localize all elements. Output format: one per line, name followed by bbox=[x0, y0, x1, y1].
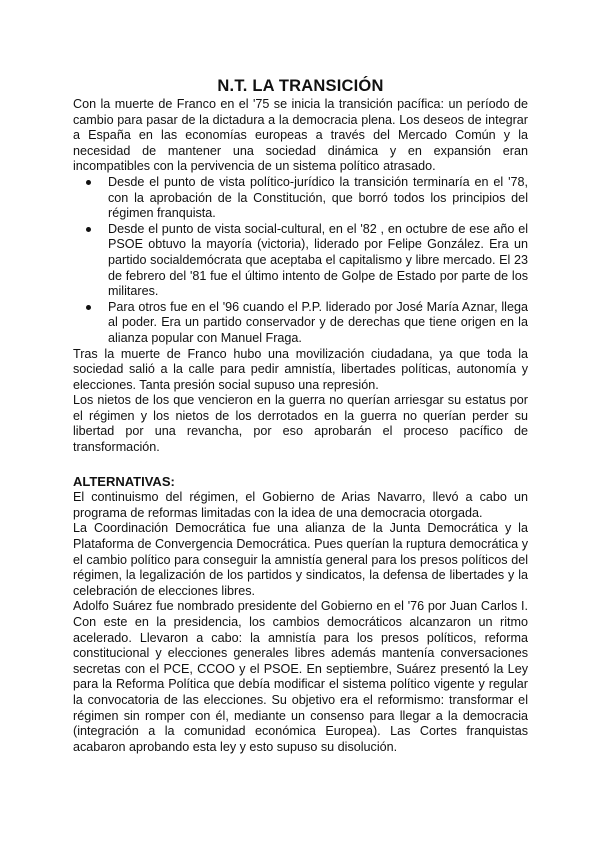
coordinacion-paragraph: La Coordinación Democrática fue una alianza de la Junta Democrática y la Plataforma de Convergencia Democrática. Pues querían la ruptura democrática y el cambio político para conseguir la amnistía general para los presos políticos del régimen, la legalización de los partidos y sindicatos, la defensa de libertades y la celebración de elecciones libres. bbox=[73, 521, 528, 598]
bullet-icon bbox=[86, 180, 91, 185]
bullet-icon bbox=[86, 305, 91, 310]
continuismo-paragraph: El continuismo del régimen, el Gobierno de Arias Navarro, llevó a cabo un programa de reformas limitadas con la idea de una democracia otorgada. bbox=[73, 490, 528, 520]
bullet-item bbox=[108, 300, 528, 347]
bullet-item bbox=[108, 175, 528, 222]
intro-paragraph: Con la muerte de Franco en el '75 se inicia la transición pacífica: un período de cambio para pasar de la dictadura a la democracia plena. Los deseos de integrar a España en las economías europeas a través del Mercado Común y la necesidad de mantener una sociedad dinámica y en expansión eran incompatibles con la pervivencia de un sistema político atrasado. bbox=[73, 97, 528, 174]
bullet-item bbox=[108, 222, 528, 300]
document-page bbox=[73, 76, 528, 755]
nietos-paragraph: Los nietos de los que vencieron en la guerra no querían arriesgar su estatus por el régimen y los nietos de los derrotados en la guerra no querían perder su libertad por una revancha, por eso aprobarán el proceso pacífico de transformación. bbox=[73, 393, 528, 455]
bullet-icon bbox=[86, 227, 91, 232]
bullet-text: Para otros fue en el '96 cuando el P.P. liderado por José María Aznar, llega al poder. Era un partido conservador y de derechas que tiene origen en la alianza popular con Manuel Fraga. bbox=[108, 299, 528, 345]
movilizacion-paragraph: Tras la muerte de Franco hubo una movilización ciudadana, ya que toda la sociedad salió a la calle para pedir amnistía, libertades políticas, autonomía y elecciones. Tanta presión social supuso una represión. bbox=[73, 346, 528, 392]
bullet-list bbox=[73, 175, 528, 347]
suarez-paragraph: Adolfo Suárez fue nombrado presidente del Gobierno en el '76 por Juan Carlos I. Con este en la presidencia, los cambios democráticos alcanzaron un ritmo acelerado. Llevaron a cabo: la amnistía para los presos políticos, reforma constitucional y elecciones generales libres además mantenía conversaciones secretas con el PCE, CCOO y el PSOE. En septiembre, Suárez presentó la Ley para la Reforma Política que debía modificar el sistema político vigente y regular la convocatoria de las elecciones. Su objetivo era el reformismo: transformar el régimen sin romper con él, mediante un consenso para llegar a la democracia (integración a la comunidad económica Europea). Las Cortes franquistas acabaron aprobando esta ley y esto supuso su disolución. bbox=[73, 599, 528, 754]
bullet-text: Desde el punto de vista político-jurídico la transición terminaría en el '78, con la aprobación de la Constitución, que borró todos los principios del régimen franquista. bbox=[108, 174, 528, 221]
page-title: N.T. LA TRANSICIÓN bbox=[217, 77, 384, 95]
alternativas-heading: ALTERNATIVAS: bbox=[73, 473, 175, 489]
bullet-text: Desde el punto de vista social-cultural, en el '82 , en octubre de ese año el PSOE obtuvo la mayoría (victoria), liderado por Felipe González. Era un partido socialdemócrata que aceptaba el capitalismo y libre mercado. El 23 de febrero del '81 fue el último intento de Golpe de Estado por parte de los militares. bbox=[108, 221, 528, 299]
